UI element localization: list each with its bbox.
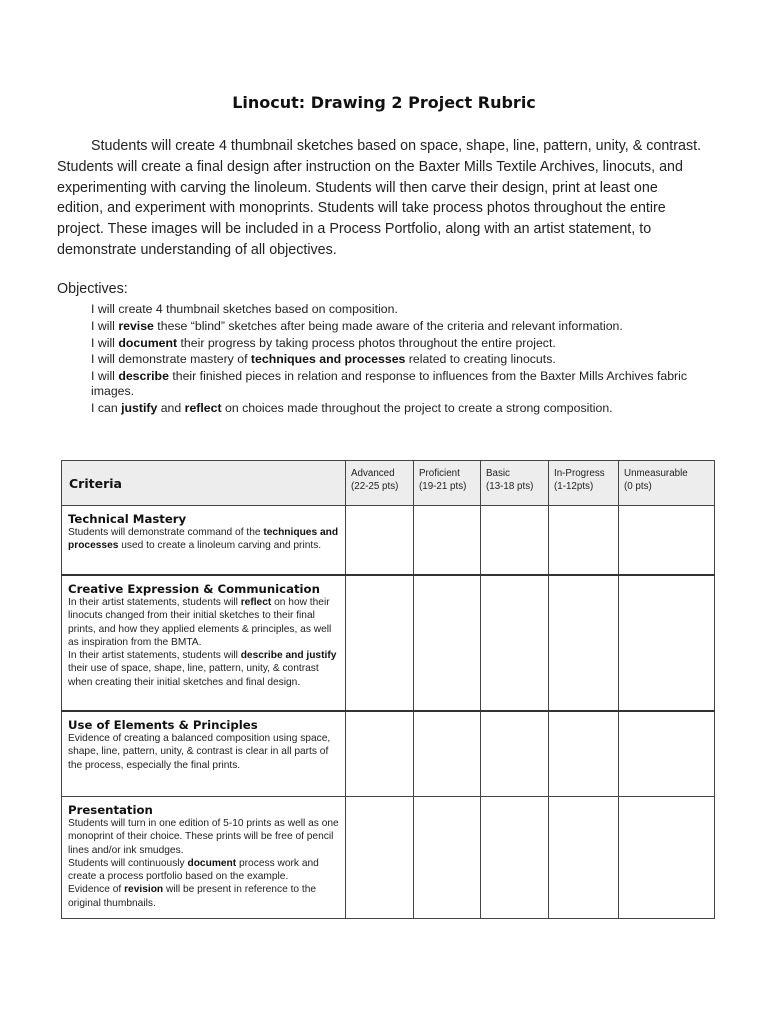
criteria-cell	[62, 711, 346, 797]
body-text: I can	[91, 401, 122, 416]
emphasis-text: techniques and processes	[68, 527, 339, 552]
level-points: (19-21 pts)	[419, 481, 467, 492]
body-text: process work and create a process portfolio based on the example.	[68, 857, 319, 883]
level-header-advanced	[346, 461, 414, 506]
level-header-basic	[481, 461, 549, 506]
body-text: used to create a linoleum carving and prints.	[118, 540, 322, 552]
criteria-title: Creative Expression & Communication	[68, 582, 320, 596]
objective-item	[91, 369, 696, 399]
level-name: Proficient	[419, 468, 460, 479]
emphasis-text: describe and justify	[240, 650, 337, 662]
score-cell-unmeasurable	[619, 711, 715, 797]
criteria-description	[68, 732, 339, 772]
score-cell-advanced	[346, 575, 414, 711]
score-cell-proficient	[414, 797, 481, 919]
body-text: related to creating linocuts.	[405, 352, 556, 367]
body-text: their use of space, shape, line, pattern, unity, & contrast when creating their initial sketches and final design.	[68, 663, 319, 688]
score-cell-in-progress	[549, 797, 619, 919]
score-cell-advanced	[346, 506, 414, 576]
emphasis-text: describe	[118, 369, 169, 384]
body-text: will be present in reference to the original thumbnails.	[68, 884, 317, 909]
score-cell-in-progress	[549, 711, 619, 797]
emphasis-text: revision	[124, 884, 164, 896]
criteria-title: Presentation	[68, 803, 153, 817]
body-text: I will demonstrate mastery of	[91, 352, 251, 367]
body-text: Evidence of creating a balanced composition using space, shape, line, pattern, unity, & contrast is clear in all parts of the process, especially the final prints.	[68, 733, 331, 771]
objective-item	[91, 336, 696, 351]
body-text: on choices made throughout the project to create a strong composition.	[221, 401, 613, 416]
emphasis-text: revise	[118, 318, 154, 333]
criteria-description	[68, 526, 339, 553]
score-cell-proficient	[414, 575, 481, 711]
level-header-in-progress	[549, 461, 619, 506]
rubric-table	[61, 460, 715, 919]
body-text: on how their linocuts changed from their initial sketches to their final prints, and how they applied elements & principles, as well as inspiration from the BMTA.	[68, 597, 332, 648]
rubric-header-row	[62, 461, 715, 506]
objective-item	[91, 401, 696, 416]
body-text: Students will continuously	[68, 857, 188, 869]
level-header-unmeasurable	[619, 461, 715, 506]
level-name: In-Progress	[554, 468, 605, 479]
rubric-row-creative-expression	[62, 575, 715, 711]
criteria-title: Technical Mastery	[68, 512, 187, 526]
body-text: their progress by taking process photos throughout the entire project.	[177, 335, 556, 350]
body-text: I will	[91, 318, 119, 333]
emphasis-text: document	[118, 335, 178, 350]
criteria-description	[68, 596, 339, 689]
emphasis-text: document	[187, 857, 237, 869]
body-text: I will create 4 thumbnail sketches based on composition.	[91, 302, 398, 316]
score-cell-in-progress	[549, 575, 619, 711]
body-text: and	[157, 401, 185, 416]
rubric-row-elements-principles	[62, 711, 715, 797]
rubric-row-presentation	[62, 797, 715, 919]
body-text: these “blind” sketches after being made aware of the criteria and relevant information.	[153, 318, 623, 333]
score-cell-proficient	[414, 506, 481, 576]
level-name: Basic	[486, 468, 510, 479]
emphasis-text: reflect	[184, 401, 222, 416]
level-points: (0 pts)	[624, 481, 652, 492]
score-cell-proficient	[414, 711, 481, 797]
score-cell-advanced	[346, 711, 414, 797]
criteria-cell	[62, 797, 346, 919]
emphasis-text: reflect	[240, 597, 272, 608]
body-text: I will	[91, 369, 119, 384]
body-text: Evidence of	[68, 884, 125, 896]
score-cell-in-progress	[549, 506, 619, 576]
criteria-header: Criteria	[62, 461, 346, 506]
level-name: Advanced	[351, 468, 395, 479]
document-title: Linocut: Drawing 2 Project Rubric	[232, 93, 536, 112]
objective-item	[91, 302, 696, 317]
level-header-proficient	[414, 461, 481, 506]
criteria-title: Use of Elements & Principles	[68, 718, 258, 732]
objective-item	[91, 319, 696, 334]
body-text: their finished pieces in relation and response to influences from the Baxter Mills Archives fabric images.	[91, 369, 688, 399]
level-name: Unmeasurable	[624, 468, 688, 479]
objectives-list	[91, 302, 696, 418]
level-points: (1-12pts)	[554, 481, 594, 492]
score-cell-basic	[481, 797, 549, 919]
objective-item	[91, 352, 696, 367]
intro-text: Students will create 4 thumbnail sketches based on space, shape, line, pattern, unity, & contrast. Students will create a final design after instruction on the Baxter Mills Textile Archives, linocuts, and experimenting with carving the linoleum. Students will then carve their design, print at least one edition, and experiment with monoprints. Students will take process photos throughout the entire project. These images will be included in a Process Portfolio, along with an artist statement, to demonstrate understanding of all objectives.	[57, 138, 702, 258]
objectives-heading: Objectives:	[57, 281, 128, 297]
body-text: Students will demonstrate command of the	[68, 527, 264, 538]
emphasis-text: justify	[121, 401, 158, 416]
score-cell-basic	[481, 575, 549, 711]
level-points: (22-25 pts)	[351, 481, 399, 492]
intro-paragraph	[57, 136, 705, 261]
score-cell-unmeasurable	[619, 797, 715, 919]
body-text: In their artist statements, students will	[68, 597, 241, 608]
body-text: In their artist statements, students will	[68, 650, 241, 662]
criteria-cell	[62, 506, 346, 576]
score-cell-basic	[481, 711, 549, 797]
level-points: (13-18 pts)	[486, 481, 534, 492]
score-cell-unmeasurable	[619, 506, 715, 576]
score-cell-unmeasurable	[619, 575, 715, 711]
criteria-cell	[62, 575, 346, 711]
emphasis-text: techniques and processes	[250, 352, 406, 367]
rubric-row-technical-mastery	[62, 506, 715, 576]
score-cell-advanced	[346, 797, 414, 919]
body-text: Students will turn in one edition of 5-10 prints as well as one monoprint of their choice. These prints will be free of pencil lines and/or ink smudges.	[68, 818, 339, 856]
score-cell-basic	[481, 506, 549, 576]
body-text: I will	[91, 335, 119, 350]
criteria-description	[68, 817, 339, 910]
